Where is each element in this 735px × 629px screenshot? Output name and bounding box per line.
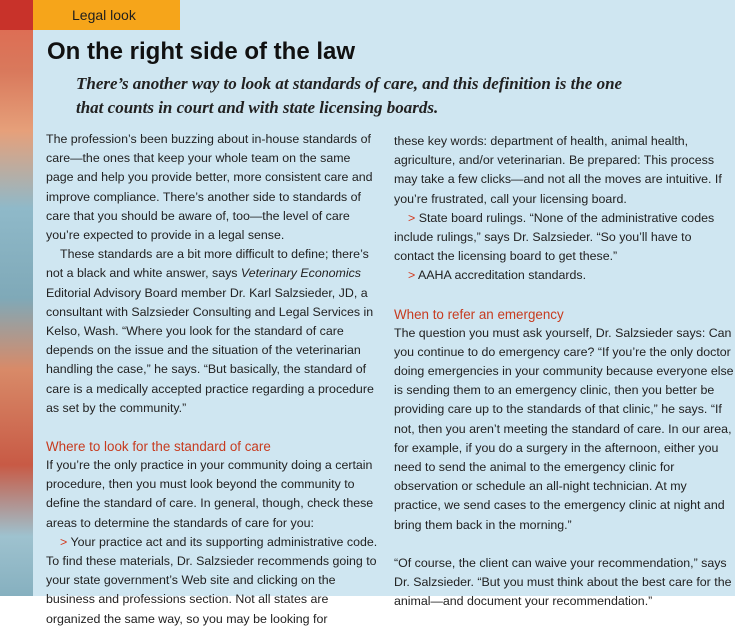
paragraph: “Of course, the client can waive your recommendation,” says Dr. Salzsieder. “But you must think about the best care for the animal—and document your recommendation.”: [394, 555, 732, 609]
side-strip-red-block: [0, 0, 33, 30]
bullet-paragraph: > AAHA accreditation standards.: [408, 268, 587, 283]
decorative-side-strip: [0, 0, 33, 596]
bullet-paragraph: > Your practice act and its supporting administrative code. To find these materials, Dr. Salzsieder recommends going to your state government’s Web site and clicking on the business and professions section. Not all states are organized the same way, so you may be looking for: [46, 534, 378, 626]
column-left: [46, 130, 380, 629]
section-tag-label: Legal look: [72, 7, 136, 23]
paragraph: These standards are a bit more difficult to define; there’s not a black and white answer, says Veterinary Economics Editorial Advisory Board member Dr. Karl Salzsieder, JD, a consultant with Salzsieder Consulting and Legal Services in Kelso, Wash. “Where you look for the standard of care depends on the issue and the situation of the veterinarian handling the case,” he says. “But basically, the standard of care is a medically accepted practice regarding a procedure as set by the community.”: [46, 247, 374, 415]
section-heading: When to refer an emergency: [394, 306, 564, 322]
paragraph: If you’re the only practice in your community doing a certain procedure, then you must look beyond the community to define the standard of care. In general, though, check these areas to determine the standards of care for you:: [46, 458, 374, 530]
article-deck: There’s another way to look at standards of care, and this definition is the one that counts in court and with state licensing boards.: [76, 74, 623, 117]
arrow-bullet-icon: >: [408, 268, 416, 283]
bullet-paragraph: > State board rulings. “None of the administrative codes include rulings,” says Dr. Salzsieder. “So you’ll have to contact the licensing board to get these.”: [394, 210, 715, 264]
arrow-bullet-icon: >: [408, 210, 416, 225]
paragraph: these key words: department of health, animal health, agriculture, and/or veterinarian. Be prepared: This process may take a few clicks—and not all the moves are intuitive. If you’re frustrated, call your licensing board.: [394, 134, 722, 206]
paragraph: The question you must ask yourself, Dr. Salzsieder says: Can you continue to do emergency care? “If you’re the only doctor doing emergencies in your community because everyone else is sending them to an emergency clinic, then you better be providing care up to the standards of that clinic,” he says. “If not, then you aren’t meeting the standard of care. In our area, for example, if you do a surgery in the afternoon, either you need to send the animal to the emergency clinic for observation or schedule an all-night technician. At my practice, we send cases to the emergency clinic at night and bring them back in the morning.”: [394, 325, 734, 532]
column-right: [394, 132, 734, 611]
section-heading: Where to look for the standard of care: [46, 439, 271, 455]
article-title: On the right side of the law: [47, 38, 356, 65]
paragraph: The profession’s been buzzing about in-house standards of care—the ones that keep your whole team on the same page and help you provide better, more consistent care and improve compliance. There’s another side to standards of care that you should be aware of, too—the level of care you’re expected to provide in a legal sense.: [46, 132, 373, 243]
publication-name: Veterinary Economics: [240, 266, 361, 281]
arrow-bullet-icon: >: [60, 534, 68, 549]
